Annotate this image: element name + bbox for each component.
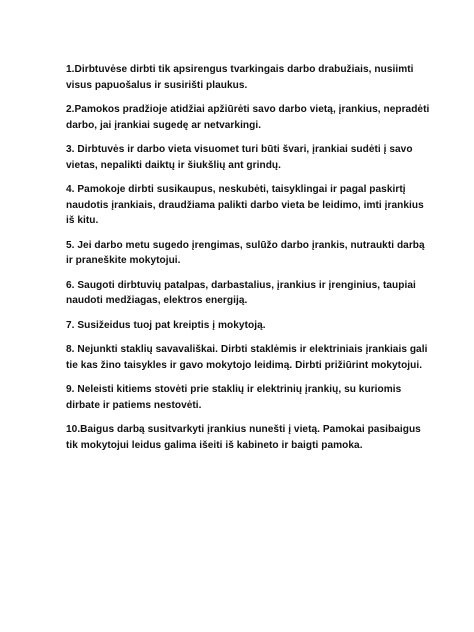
rule-item-4: 4. Pamokoje dirbti susikaupus, neskubėti, taisyklingai ir pagal paskirtį naudotis įrankiais, draudžiama palikti darbo vieta be leidimo, imti įrankius iš kitu. <box>66 184 424 226</box>
rule-item-8: 8. Nejunkti staklių savavališkai. Dirbti staklėmis ir elektriniais įrankiais gali tie kas žino taisykles ir gavo mokytojo leidimą. Dirbti prižiūrint mokytojui. <box>66 344 428 371</box>
rule-item-6: 6. Saugoti dirbtuvių patalpas, darbastalius, įrankius ir įrenginius, taupiai naudoti medžiagas, elektros energiją. <box>66 279 416 306</box>
rule-item-9: 9. Neleisti kitiems stovėti prie staklių ir elektrinių įrankių, su kuriomis dirbate ir patiems nestovėti. <box>66 384 402 411</box>
rule-item-2: 2.Pamokos pradžioje atidžiai apžiūrėti savo darbo vietą, įrankius, nepradėti darbo, jai įrankiai sugedę ar netvarkingi. <box>66 104 430 131</box>
rule-item-5: 5. Jei darbo metu sugedo įrengimas, sulūžo darbo įrankis, nutraukti darbą ir praneškite mokytojui. <box>66 239 425 266</box>
rule-item-3: 3. Dirbtuvės ir darbo vieta visuomet turi būti švari, įrankiai sudėti į savo vietas, nepalikti daiktų ir šiukšlių ant grindų. <box>66 144 413 171</box>
rule-item-1: 1.Dirbtuvėse dirbti tik apsirengus tvarkingais darbo drabužiais, nusiimti visus papuošalus ir susirišti plaukus. <box>66 64 414 91</box>
rules-list <box>66 62 434 453</box>
rule-item-10: 10.Baigus darbą susitvarkyti įrankius nunešti į vietą. Pamokai pasibaigus tik mokytojui leidus galima išeiti iš kabineto ir baigti pamoka. <box>66 424 421 451</box>
rule-item-7: 7. Susižeidus tuoj pat kreiptis į mokytoją. <box>66 319 266 331</box>
